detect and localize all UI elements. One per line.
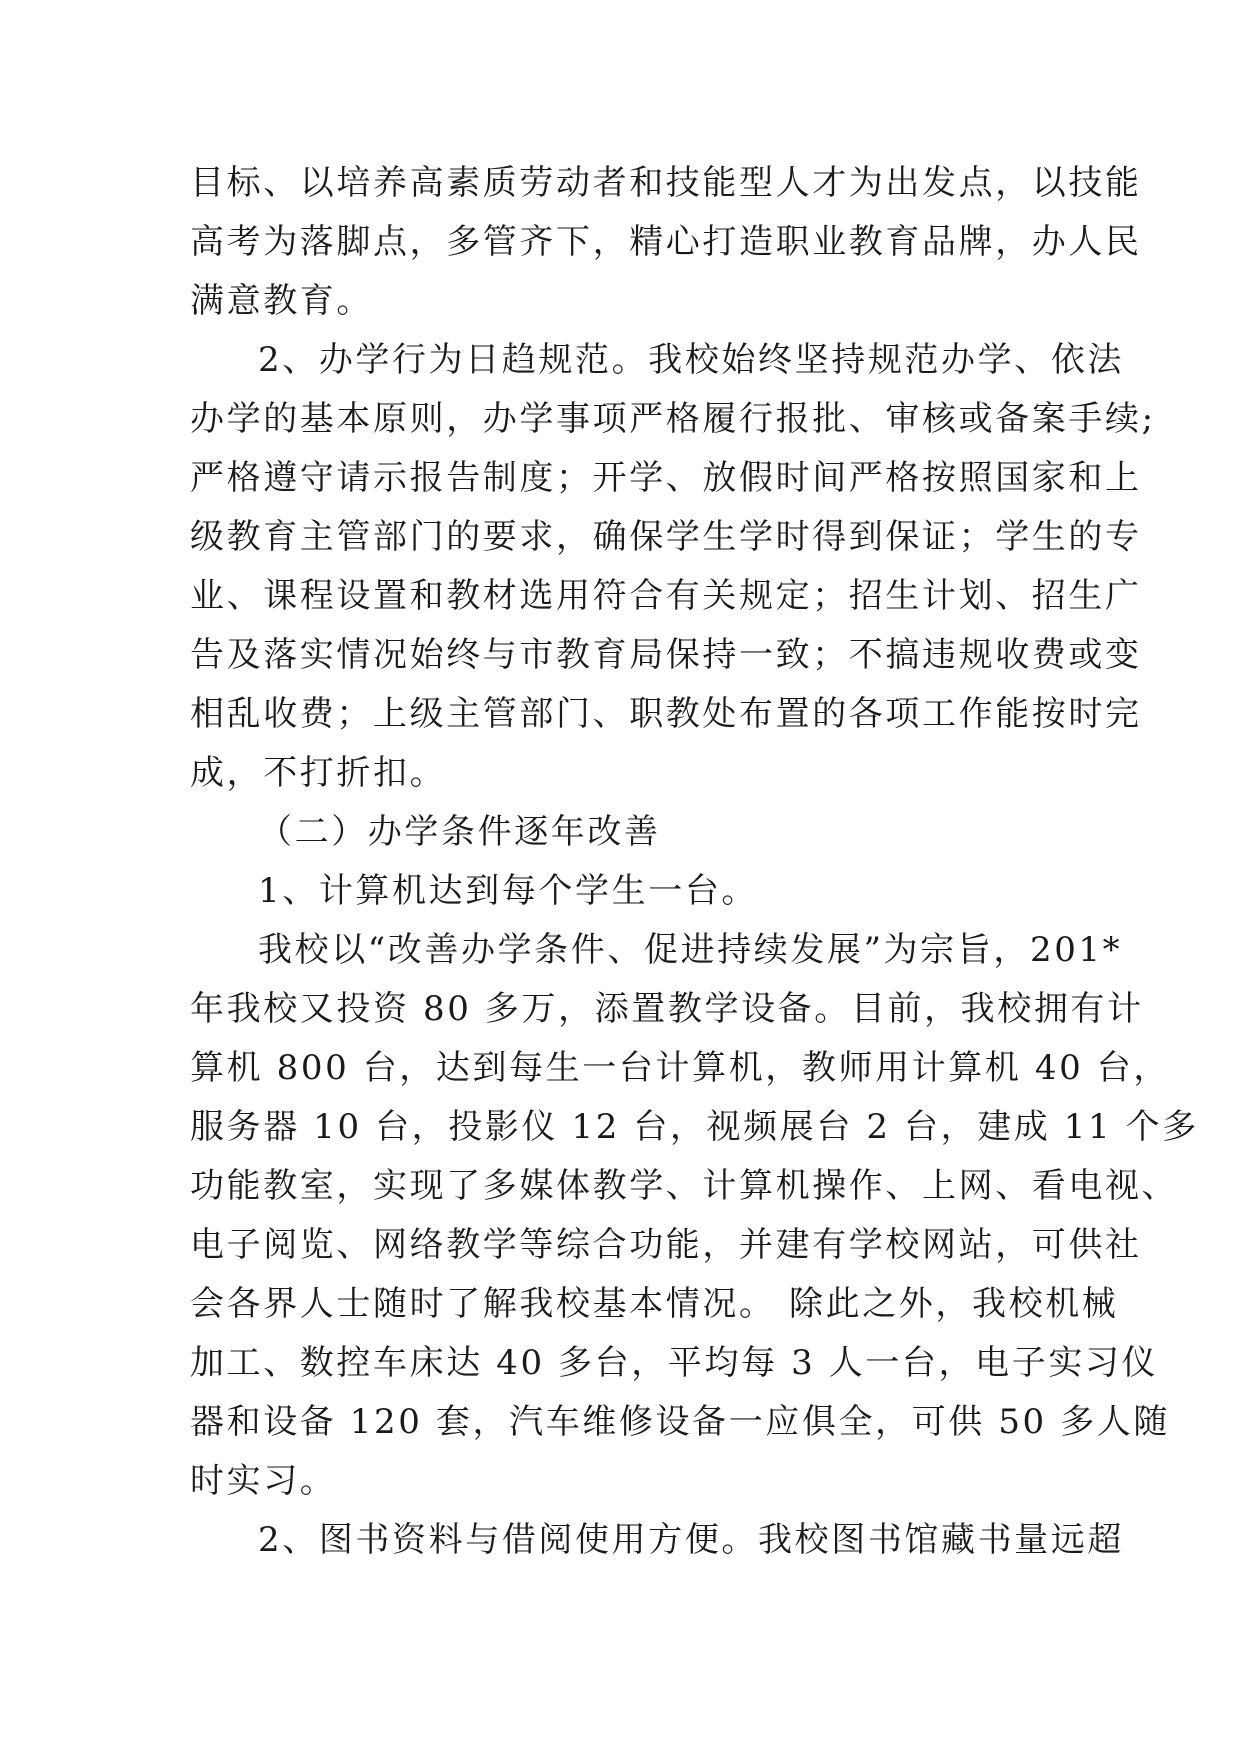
paragraph-line: 算机 800 台，达到每生一台计算机，教师用计算机 40 台，	[190, 1048, 1170, 1088]
paragraph-line: 服务器 10 台，投影仪 12 台，视频展台 2 台，建成 11 个多	[190, 1107, 1199, 1147]
paragraph-line: 目标、以培养高素质劳动者和技能型人才为出发点，以技能	[190, 163, 1142, 203]
subsection-heading: 1、计算机达到每个学生一台。	[258, 871, 759, 911]
paragraph-line: 功能教室，实现了多媒体教学、计算机操作、上网、看电视、	[190, 1166, 1179, 1206]
paragraph-line: 相乱收费；上级主管部门、职教处布置的各项工作能按时完	[190, 694, 1142, 734]
paragraph-line: 时实习。	[190, 1461, 337, 1501]
paragraph-line: 办学的基本原则，办学事项严格履行报批、审核或备案手续;	[190, 399, 1156, 439]
paragraph-line: 级教育主管部门的要求，确保学生学时得到保证；学生的专	[190, 517, 1142, 557]
paragraph-line: 电子阅览、网络教学等综合功能，并建有学校网站，可供社	[190, 1225, 1142, 1265]
paragraph-line: 成，不打折扣。	[190, 753, 447, 793]
section-heading: （二）办学条件逐年改善	[258, 812, 661, 852]
paragraph-line: 告及落实情况始终与市教育局保持一致；不搞违规收费或变	[190, 635, 1142, 675]
paragraph-line: 严格遵守请示报告制度；开学、放假时间严格按照国家和上	[190, 458, 1142, 498]
body-text	[190, 154, 1199, 1570]
paragraph-line: 满意教育。	[190, 281, 373, 321]
paragraph-line: 2、办学行为日趋规范。我校始终坚持规范办学、依法	[258, 340, 1125, 380]
paragraph-line: 器和设备 120 套，汽车维修设备一应俱全，可供 50 多人随	[190, 1402, 1170, 1442]
paragraph-line: 高考为落脚点，多管齐下，精心打造职业教育品牌，办人民	[190, 222, 1142, 262]
paragraph-line: 会各界人士随时了解我校基本情况。 除此之外，我校机械	[190, 1284, 1119, 1324]
paragraph-line: 2、图书资料与借阅使用方便。我校图书馆藏书量远超	[258, 1520, 1125, 1560]
paragraph-line: 加工、数控车床达 40 多台，平均每 3 人一台，电子实习仪	[190, 1343, 1159, 1383]
paragraph-line: 我校以“改善办学条件、促进持续发展”为宗旨，201*	[258, 930, 1123, 970]
paragraph-line: 业、课程设置和教材选用符合有关规定；招生计划、招生广	[190, 576, 1142, 616]
paragraph-line: 年我校又投资 80 多万，添置教学设备。目前，我校拥有计	[190, 989, 1144, 1029]
